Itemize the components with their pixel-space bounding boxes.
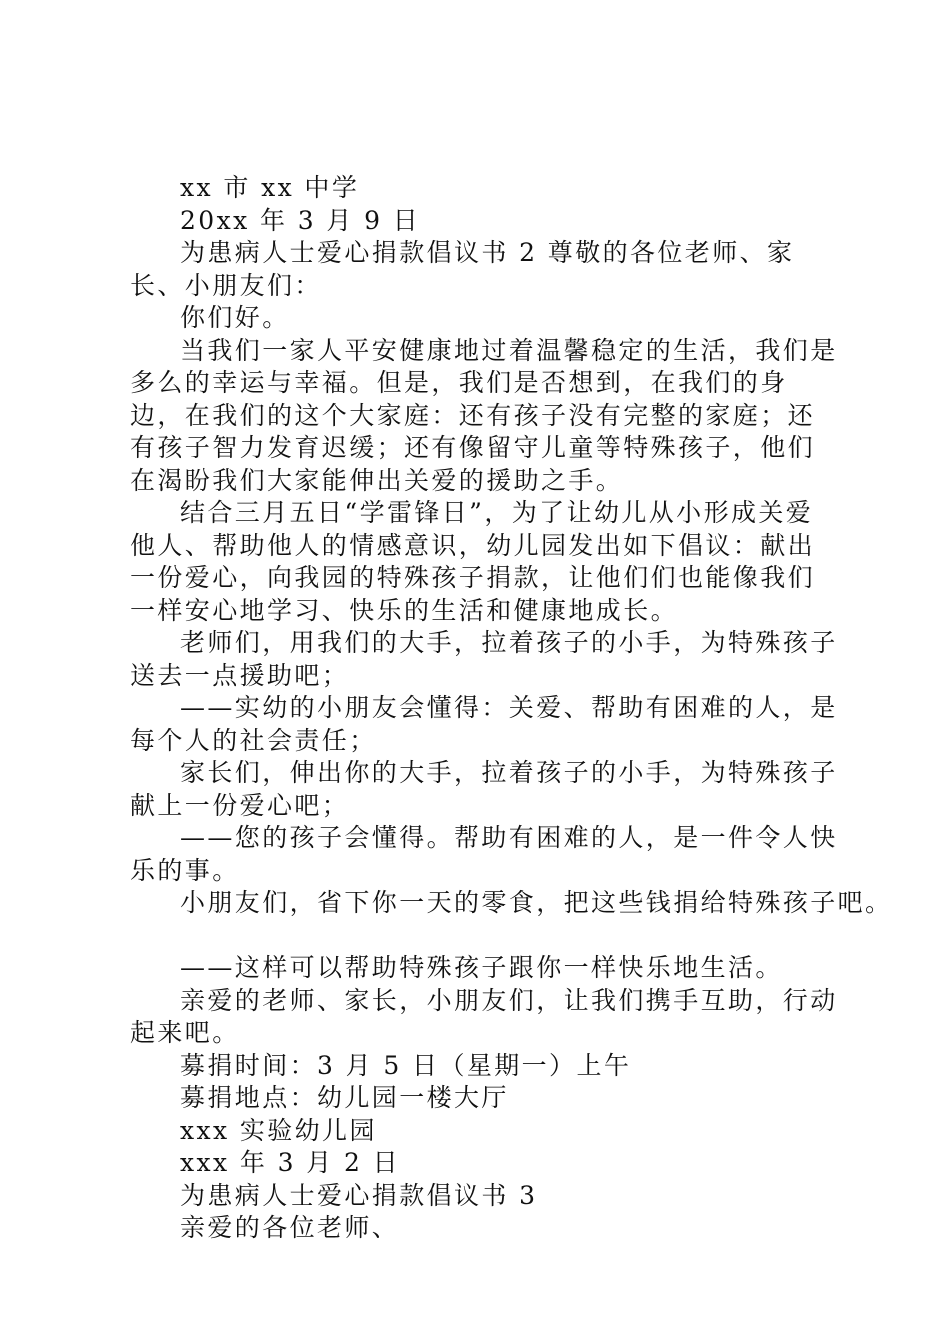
body-paragraph-parents: 家长们，伸出你的大手，拉着孩子的小手，为特殊孩子献上一份爱心吧； xyxy=(130,758,838,820)
greeting-paragraph: 你们好。 xyxy=(180,303,290,332)
proposal-3-heading: 为患病人士爱心捐款倡议书 3 xyxy=(180,1180,538,1210)
document-body xyxy=(130,172,893,1245)
school-name-line: xx 市 xx 中学 xyxy=(180,173,360,202)
body-paragraph-teachers: 老师们，用我们的大手，拉着孩子的小手，为特殊孩子送去一点援助吧； xyxy=(130,628,838,690)
body-paragraph-kids: 小朋友们，省下你一天的零食，把这些钱捐给特殊孩子吧。 xyxy=(180,888,893,917)
body-paragraph-family: 当我们一家人平安健康地过着温馨稳定的生活，我们是多么的幸运与幸福。但是，我们是否想到，在我们的身边，在我们的这个大家庭：还有孩子没有完整的家庭；还有孩子智力发育迟缓；还有像留守儿童等特殊孩子，他们在渴盼我们大家能伸出关爱的援助之手。 xyxy=(130,335,838,495)
body-paragraph-help-kids: ——这样可以帮助特殊孩子跟你一样快乐地生活。 xyxy=(180,953,783,982)
kindergarten-signature: xxx 实验幼儿园 xyxy=(180,1115,377,1145)
proposal-3-greeting: 亲爱的各位老师、 xyxy=(180,1213,400,1242)
body-paragraph-children-learn: ——您的孩子会懂得。帮助有困难的人，是一件令人快乐的事。 xyxy=(130,823,838,885)
body-paragraph-proposal: 结合三月五日“学雷锋日”，为了让幼儿从小形成关爱他人、帮助他人的情感意识，幼儿园发出如下倡议：献出一份爱心，向我园的特殊孩子捐款，让他们们也能像我们一样安心地学习、快乐的生活和健康地成长。 xyxy=(130,498,816,625)
date-line: 20xx 年 3 月 9 日 xyxy=(180,205,421,235)
donation-time: 募捐时间：3 月 5 日（星期一）上午 xyxy=(180,1050,632,1080)
body-paragraph-kids-learn: ——实幼的小朋友会懂得：关爱、帮助有困难的人，是每个人的社会责任； xyxy=(130,693,838,755)
signature-date: xxx 年 3 月 2 日 xyxy=(180,1148,401,1177)
donation-location: 募捐地点：幼儿园一楼大厅 xyxy=(180,1083,509,1112)
proposal-2-heading-greeting: 为患病人士爱心捐款倡议书 2 尊敬的各位老师、家长、小朋友们： xyxy=(130,238,795,300)
body-paragraph-call-to-action: 亲爱的老师、家长，小朋友们，让我们携手互助，行动起来吧。 xyxy=(130,985,838,1047)
